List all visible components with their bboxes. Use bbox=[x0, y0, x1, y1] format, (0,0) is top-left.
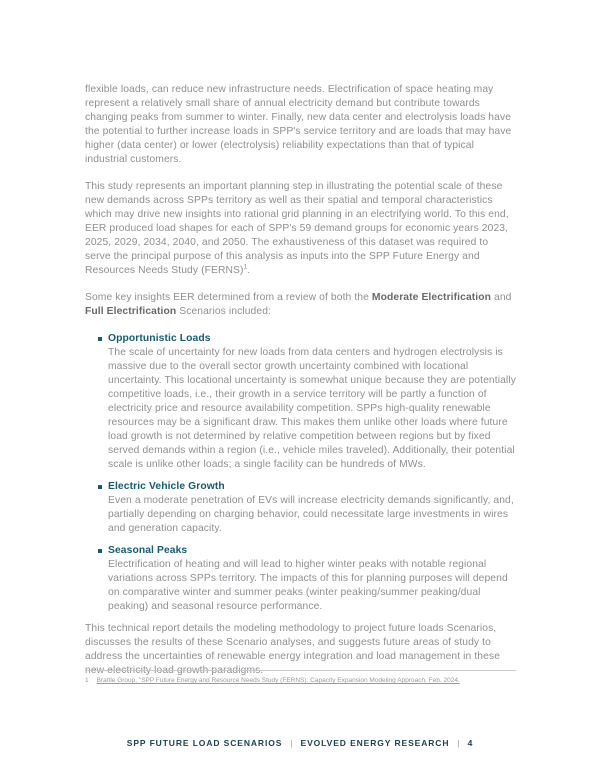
bullet-body-text: Even a moderate penetration of EVs will increase electricity demands significantly, and, partially depending on charging behavior, could necessitate large investments in wires and generation capacity. bbox=[108, 495, 514, 534]
footer-report-title: SPP FUTURE LOAD SCENARIOS bbox=[126, 738, 283, 748]
list-item-electric-vehicle-growth bbox=[85, 480, 516, 536]
bold-moderate-electrification: Moderate Electrification bbox=[371, 292, 492, 303]
square-bullet-icon bbox=[98, 337, 102, 341]
footnote-section bbox=[85, 670, 516, 685]
paragraph-3 bbox=[85, 291, 516, 319]
bullet-heading: Electric Vehicle Growth bbox=[108, 481, 225, 492]
bullet-heading: Seasonal Peaks bbox=[108, 545, 188, 556]
page-number: 4 bbox=[467, 738, 474, 748]
footer-company-name: EVOLVED ENERGY RESEARCH bbox=[300, 738, 450, 748]
bullet-body-text: Electrification of heating and will lead to higher winter peaks with notable regional variations across SPPs territory. The impacts of this for planning purposes will depend on comparative winter and summer peaks (winter peaking/summer peaking/dual peaking) and seasonal resource performance. bbox=[108, 559, 508, 612]
list-item-content bbox=[108, 480, 516, 536]
paragraph-4-text: This technical report details the modeling methodology to project future loads Scenarios, discusses the results of these Scenario analyses, and suggests future areas of study to address the uncertainties of renewable energy integration and load management in these new electricity load growth paradigms. bbox=[85, 623, 501, 676]
paragraph-2-text: This study represents an important planning step in illustrating the potential scale of these new demands across SPPs territory as well as their spatial and temporal characteristics which may drive new insights into rational grid planning in an electrifying world. To this end, EER produced load shapes for each of SPP's 59 demand groups for economic years 2023, 2025, 2029, 2034, 2040, and 2050. The exhaustiveness of this dataset was required to serve the principal purpose of this analysis as inputs into the SPP Future Energy and Resources Needs Study (FERNS) bbox=[85, 181, 509, 276]
key-insights-list bbox=[85, 332, 516, 614]
square-bullet-icon bbox=[98, 485, 102, 489]
list-item-opportunistic-loads bbox=[85, 332, 516, 472]
paragraph-1-text: flexible loads, can reduce new infrastructure needs. Electrification of space heating may represent a relatively small share of annual electricity demand but contribute towards changing peaks from summer to winter. Finally, new data center and electrolysis loads have the potential to further increase loads in SPP's service territory and are loads that may have higher (data center) or lower (electrolysis) reliability expectations than that of typical industrial customers. bbox=[85, 84, 512, 165]
paragraph-2-period: . bbox=[247, 265, 251, 276]
paragraph-3-text-3: Scenarios included: bbox=[176, 306, 271, 317]
paragraph-3-text-2: and bbox=[491, 292, 512, 303]
footer-separator: | bbox=[457, 738, 460, 748]
footnote-divider bbox=[85, 670, 516, 671]
bullet-body-text: The scale of uncertainty for new loads from data centers and hydrogen electrolysis is massive due to the overall sector growth uncertainty combined with locational uncertainty. This locational uncertainty is somewhat unique because they are potentially competitive loads, i.e., their growth in a service territory will be partly a function of electricity price and resource availability competition. SPPs high-quality renewable resources may be a significant draw. This makes them unlike other loads where future load growth is not determined by relative competition between regions but by fixed served demands within a region (i.e., vehicle miles traveled). Additionally, their potential scale is unlike other loads; a single facility can be hundreds of MWs. bbox=[108, 347, 516, 470]
footer-separator: | bbox=[290, 738, 293, 748]
square-bullet-icon bbox=[98, 549, 102, 553]
paragraph-2 bbox=[85, 180, 516, 278]
bold-full-electrification: Full Electrification bbox=[85, 306, 177, 317]
list-item-content bbox=[108, 544, 516, 614]
footnote bbox=[85, 677, 516, 685]
list-item-content bbox=[108, 332, 516, 472]
paragraph-1 bbox=[85, 83, 516, 167]
footnote-citation-link[interactable]: Brattle Group, "SPP Future Energy and Resource Needs Study (FERNS): Capacity Expansion Modeling Approach, Feb. 2024. bbox=[96, 677, 460, 684]
bullet-heading: Opportunistic Loads bbox=[108, 333, 211, 344]
page-body bbox=[85, 83, 516, 691]
footnote-reference-superscript: 1 bbox=[243, 263, 248, 271]
paragraph-3-text-1: Some key insights EER determined from a review of both the bbox=[85, 292, 372, 303]
page-footer bbox=[0, 738, 600, 748]
footnote-number: 1 bbox=[85, 677, 89, 684]
list-item-seasonal-peaks bbox=[85, 544, 516, 614]
